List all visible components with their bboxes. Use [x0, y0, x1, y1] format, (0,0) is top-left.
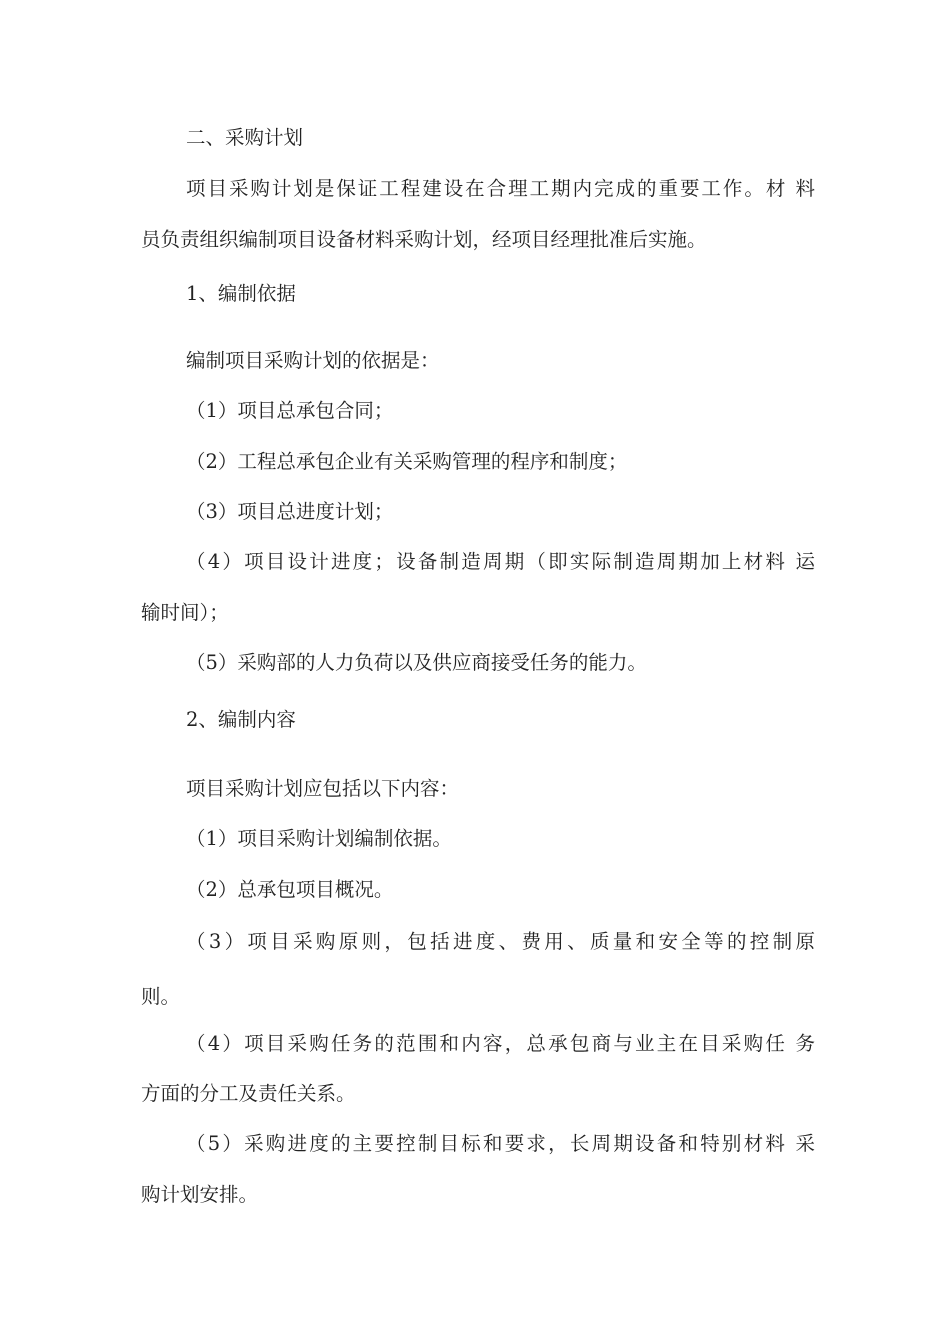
- section-title: 二、采购计划: [186, 126, 304, 149]
- list-item: （2）工程总承包企业有关采购管理的程序和制度；: [186, 450, 628, 473]
- list-item: （3）项目总进度计划；: [186, 500, 394, 523]
- content-heading: 2、编制内容: [186, 708, 296, 731]
- list-item: （3）项目采购原则，包括进度、费用、质量和安全等的控制原: [186, 930, 815, 953]
- list-item-continuation: 则。: [141, 985, 181, 1008]
- intro-paragraph-line: 员负责组织编制项目设备材料采购计划，经项目经理批准后实施。: [141, 228, 707, 251]
- list-item: （2）总承包项目概况。: [186, 878, 394, 901]
- basis-lead: 编制项目采购计划的依据是：: [186, 349, 440, 372]
- list-item: （4）项目采购任务的范围和内容，总承包商与业主在目采购任 务: [186, 1032, 815, 1055]
- list-item-continuation: 方面的分工及责任关系。: [141, 1082, 356, 1105]
- list-item: （5）采购部的人力负荷以及供应商接受任务的能力。: [186, 651, 647, 674]
- list-item: （5）采购进度的主要控制目标和要求，长周期设备和特别材料 采: [186, 1132, 815, 1155]
- intro-paragraph-line: 项目采购计划是保证工程建设在合理工期内完成的重要工作。材 料: [186, 177, 815, 200]
- content-lead: 项目采购计划应包括以下内容：: [186, 777, 460, 800]
- list-item: （4）项目设计进度；设备制造周期（即实际制造周期加上材料 运: [186, 550, 815, 573]
- list-item-continuation: 购计划安排。: [141, 1183, 259, 1206]
- list-item-continuation: 输时间）；: [141, 601, 229, 624]
- list-item: （1）项目总承包合同；: [186, 399, 394, 422]
- basis-heading: 1、编制依据: [186, 282, 296, 305]
- list-item: （1）项目采购计划编制依据。: [186, 827, 452, 850]
